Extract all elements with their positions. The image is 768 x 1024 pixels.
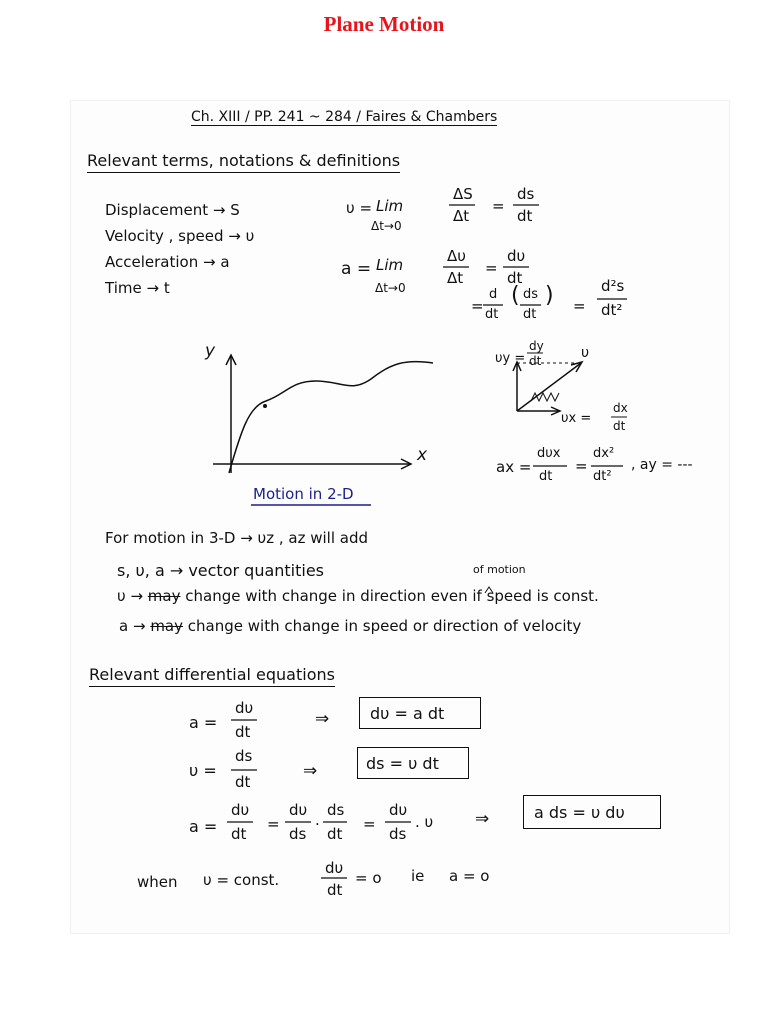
insertion-caret <box>485 587 493 593</box>
const-eq: = o <box>355 869 382 887</box>
term-displacement: Displacement → S <box>105 201 240 219</box>
const-den: dt <box>327 881 343 899</box>
diff-eq-1-arrow: ⇒ <box>315 709 330 729</box>
vx-label: υx = <box>561 411 592 426</box>
chain-d4: ds <box>389 825 407 843</box>
section-heading-differential: Relevant differential equations <box>89 665 335 687</box>
eq-a-limit-sub: Δt→0 <box>375 281 406 295</box>
eq-a2-num: d²s <box>601 277 625 295</box>
eq-a2-inner-den: dt <box>523 307 537 322</box>
chain-n1: dυ <box>231 801 250 819</box>
diff-eq-2-den: dt <box>235 773 251 791</box>
vy-den: dt <box>529 354 542 368</box>
eq-a2-eq: = <box>471 297 484 315</box>
boxed-result-1-text: dυ = a dt <box>370 704 445 723</box>
chain-d2: ds <box>289 825 307 843</box>
hand-drawings <box>71 101 729 933</box>
term-velocity: Velocity , speed → υ <box>105 227 255 245</box>
graph-x-label: x <box>417 445 428 465</box>
vx-den: dt <box>613 419 626 433</box>
eq-ax-tail: , ay = --- <box>631 457 693 473</box>
diff-eq-2-lhs: υ = <box>189 761 217 780</box>
eq-v-lim: Lim <box>376 197 404 215</box>
eq-v-num: ΔS <box>453 185 473 203</box>
note-acceleration-pre: a → <box>119 617 146 635</box>
chain-n3: ds <box>327 801 345 819</box>
const-cond: υ = const. <box>203 871 280 889</box>
eq-ax-den: dt <box>539 469 553 484</box>
eq-v-limit-sub: Δt→0 <box>371 219 402 233</box>
chain-arrow: ⇒ <box>475 809 490 829</box>
eq-a2-eq2: = <box>573 297 586 315</box>
note-insert: of motion <box>473 563 526 576</box>
chain-d1: dt <box>231 825 247 843</box>
chain-dot: . <box>315 811 320 829</box>
eq-ax-num2: dx² <box>593 446 615 461</box>
vy-num: dy <box>529 339 544 353</box>
eq-a-eq: = <box>485 259 498 277</box>
eq-a-den2: dt <box>507 269 523 287</box>
chain-eq1: = <box>267 815 280 833</box>
diff-eq-1-num: dυ <box>235 699 254 717</box>
eq-v-den2: dt <box>517 207 533 225</box>
diff-eq-1-den: dt <box>235 723 251 741</box>
v-vector <box>517 363 581 411</box>
chain-lhs: a = <box>189 817 218 836</box>
note-velocity-post: change with change in direction <box>185 587 426 605</box>
diff-eq-2-arrow: ⇒ <box>303 761 318 781</box>
note-acceleration-struck: may <box>150 617 183 635</box>
note-acceleration-post: change with change in speed or direction of velocity <box>187 617 582 635</box>
note-velocity-end: even if speed is const. <box>430 587 599 605</box>
note-3d: For motion in 3-D → υz , az will add <box>105 529 369 547</box>
note-velocity-pre: υ → <box>117 587 144 605</box>
chain-eq2: = <box>363 815 376 833</box>
trajectory-point <box>263 404 267 408</box>
diff-eq-2-num: ds <box>235 747 253 765</box>
v-label: υ <box>581 345 590 361</box>
graph-2d <box>213 355 433 473</box>
eq-a2-d: d <box>489 287 498 302</box>
term-time: Time → t <box>105 279 170 297</box>
eq-a-den: Δt <box>447 269 464 287</box>
page-title: Plane Motion <box>323 12 445 36</box>
eq-v-num2: ds <box>517 185 535 203</box>
eq-a-num: Δυ <box>447 247 466 265</box>
velocity-vector-diagram <box>513 362 582 415</box>
note-velocity-struck: may <box>147 587 181 605</box>
eq-v-eq: = <box>492 197 505 215</box>
const-res: a = o <box>449 867 490 885</box>
chain-n4: dυ <box>389 801 408 819</box>
vy-label: υy = <box>495 351 526 366</box>
chain-n2: dυ <box>289 801 308 819</box>
const-num: dυ <box>325 859 344 877</box>
paren-close: ) <box>545 283 554 308</box>
note-vectors: s, υ, a → vector quantities <box>117 561 325 580</box>
diff-eq-1-lhs: a = <box>189 713 218 732</box>
paren-open: ( <box>511 283 520 308</box>
eq-a2-inner-num: ds <box>523 287 539 302</box>
chapter-reference: Ch. XIII / PP. 241 ~ 284 / Faires & Chambers <box>191 109 498 125</box>
eq-a-lhs: a = <box>341 259 372 279</box>
boxed-result-3-text: a ds = υ dυ <box>534 803 625 822</box>
eq-ax-lhs: ax = <box>496 458 532 476</box>
const-ie: ie <box>411 867 425 885</box>
eq-a-num2: dυ <box>507 247 526 265</box>
note-page <box>70 100 730 934</box>
chain-d3: dt <box>327 825 343 843</box>
term-acceleration: Acceleration → a <box>105 253 230 271</box>
eq-a2-den: dt² <box>601 301 623 319</box>
eq-v-den: Δt <box>453 207 470 225</box>
chain-tail: . υ <box>415 813 434 831</box>
eq-ax-num: dυx <box>537 446 561 461</box>
boxed-result-2-text: ds = υ dt <box>366 754 439 773</box>
trajectory-curve <box>229 362 433 473</box>
const-pre: when <box>137 873 178 891</box>
vx-num: dx <box>613 401 628 415</box>
eq-a-lim: Lim <box>376 256 404 274</box>
eq-v-lhs: υ = <box>346 199 373 217</box>
section-heading-terms: Relevant terms, notations & definitions <box>87 151 400 173</box>
graph-caption: Motion in 2-D <box>253 485 354 503</box>
eq-ax-den2: dt² <box>593 469 612 484</box>
eq-a2-dt: dt <box>485 307 499 322</box>
graph-y-label: y <box>205 341 216 361</box>
eq-ax-eq: = <box>575 457 588 475</box>
